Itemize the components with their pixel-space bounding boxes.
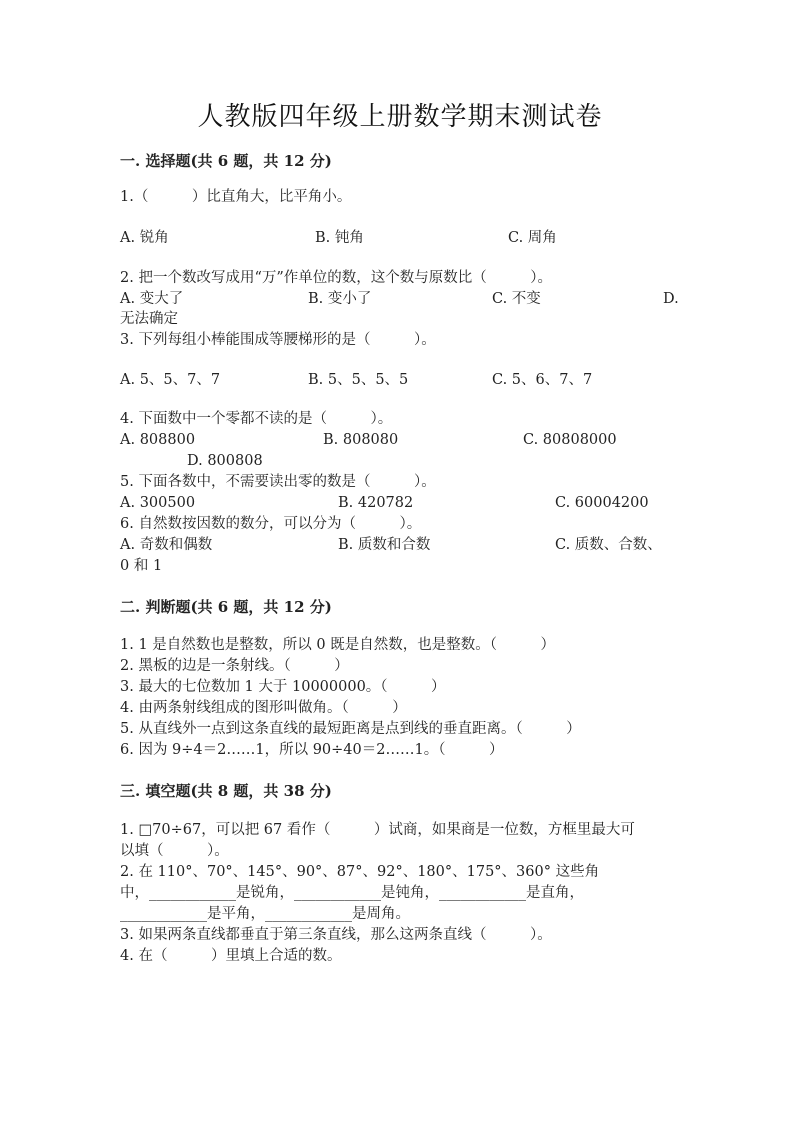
- option-b: B. 变小了: [308, 291, 372, 307]
- question-stem: 6. 因为 9÷4＝2……1，所以 90÷40＝2……1。（ ）: [120, 742, 504, 758]
- option-c: C. 周角: [508, 230, 557, 246]
- option-a: A. 变大了: [120, 291, 184, 307]
- page-title: 人教版四年级上册数学期末测试卷: [197, 102, 603, 132]
- options-row: [120, 228, 680, 248]
- question-stem-continued: 中，____________是锐角，____________是钝角，____________是直角，: [120, 885, 584, 901]
- section-heading-judgement: 二. 判断题(共 6 题，共 12 分): [120, 598, 332, 616]
- option-c: C. 不变: [492, 291, 541, 307]
- question-stem: 2. 黑板的边是一条射线。（ ）: [120, 658, 349, 674]
- question-stem: 5. 从直线外一点到这条直线的最短距离是点到线的垂直距离。（ ）: [120, 721, 581, 737]
- options-row: [120, 430, 680, 450]
- section-heading-choice: 一. 选择题(共 6 题，共 12 分): [120, 152, 332, 170]
- option-a: A. 奇数和偶数: [120, 537, 213, 553]
- option-b: B. 808080: [323, 432, 399, 448]
- question-stem: 2. 在 110°、70°、145°、90°、87°、92°、180°、175°、360° 这些角: [120, 864, 600, 880]
- question-stem: 4. 下面数中一个零都不读的是（ ）。: [120, 411, 393, 427]
- option-b: B. 420782: [338, 495, 414, 511]
- question-stem: 1.（ ）比直角大，比平角小。: [120, 189, 352, 205]
- options-row: [120, 535, 680, 555]
- question-stem: 4. 由两条射线组成的图形叫做角。（ ）: [120, 700, 407, 716]
- question-stem: 2. 把一个数改写成用“万”作单位的数，这个数与原数比（ ）。: [120, 270, 553, 286]
- option-b: B. 5、5、5、5: [308, 372, 409, 388]
- question-stem-continued: 以填（ ）。: [120, 843, 229, 859]
- option-b: B. 钝角: [315, 230, 364, 246]
- options-row: [120, 493, 680, 513]
- section-heading-fill-blank: 三. 填空题(共 8 题，共 38 分): [120, 782, 332, 800]
- question-stem: 3. 最大的七位数加 1 大于 10000000。（ ）: [120, 679, 446, 695]
- option-c: C. 质数、合数、: [555, 537, 662, 553]
- option-d: D.: [663, 291, 679, 307]
- option-c: C. 5、6、7、7: [492, 372, 593, 388]
- option-a: A. 808800: [120, 432, 196, 448]
- option-c: C. 60004200: [555, 495, 649, 511]
- question-stem: 5. 下面各数中，不需要读出零的数是（ ）。: [120, 474, 436, 490]
- option-d-continued: 无法确定: [120, 311, 178, 327]
- option-c-continued: 0 和 1: [120, 558, 163, 574]
- options-row: [120, 370, 680, 390]
- option-c: C. 80808000: [523, 432, 617, 448]
- question-stem: 1. □70÷67，可以把 67 看作（ ）试商，如果商是一位数，方框里最大可: [120, 822, 635, 838]
- question-stem-continued: ____________是平角，____________是周角。: [120, 906, 410, 922]
- option-a: A. 300500: [120, 495, 196, 511]
- option-d: D. 800808: [187, 453, 263, 469]
- question-stem: 1. 1 是自然数也是整数，所以 0 既是自然数，也是整数。（ ）: [120, 637, 555, 653]
- question-stem: 6. 自然数按因数的数分，可以分为（ ）。: [120, 516, 422, 532]
- question-stem: 4. 在（ ）里填上合适的数。: [120, 948, 342, 964]
- question-stem: 3. 下列每组小棒能围成等腰梯形的是（ ）。: [120, 332, 436, 348]
- options-row: [120, 289, 680, 309]
- option-a: A. 锐角: [120, 230, 169, 246]
- option-b: B. 质数和合数: [338, 537, 431, 553]
- question-stem: 3. 如果两条直线都垂直于第三条直线，那么这两条直线（ ）。: [120, 927, 552, 943]
- option-a: A. 5、5、7、7: [120, 372, 221, 388]
